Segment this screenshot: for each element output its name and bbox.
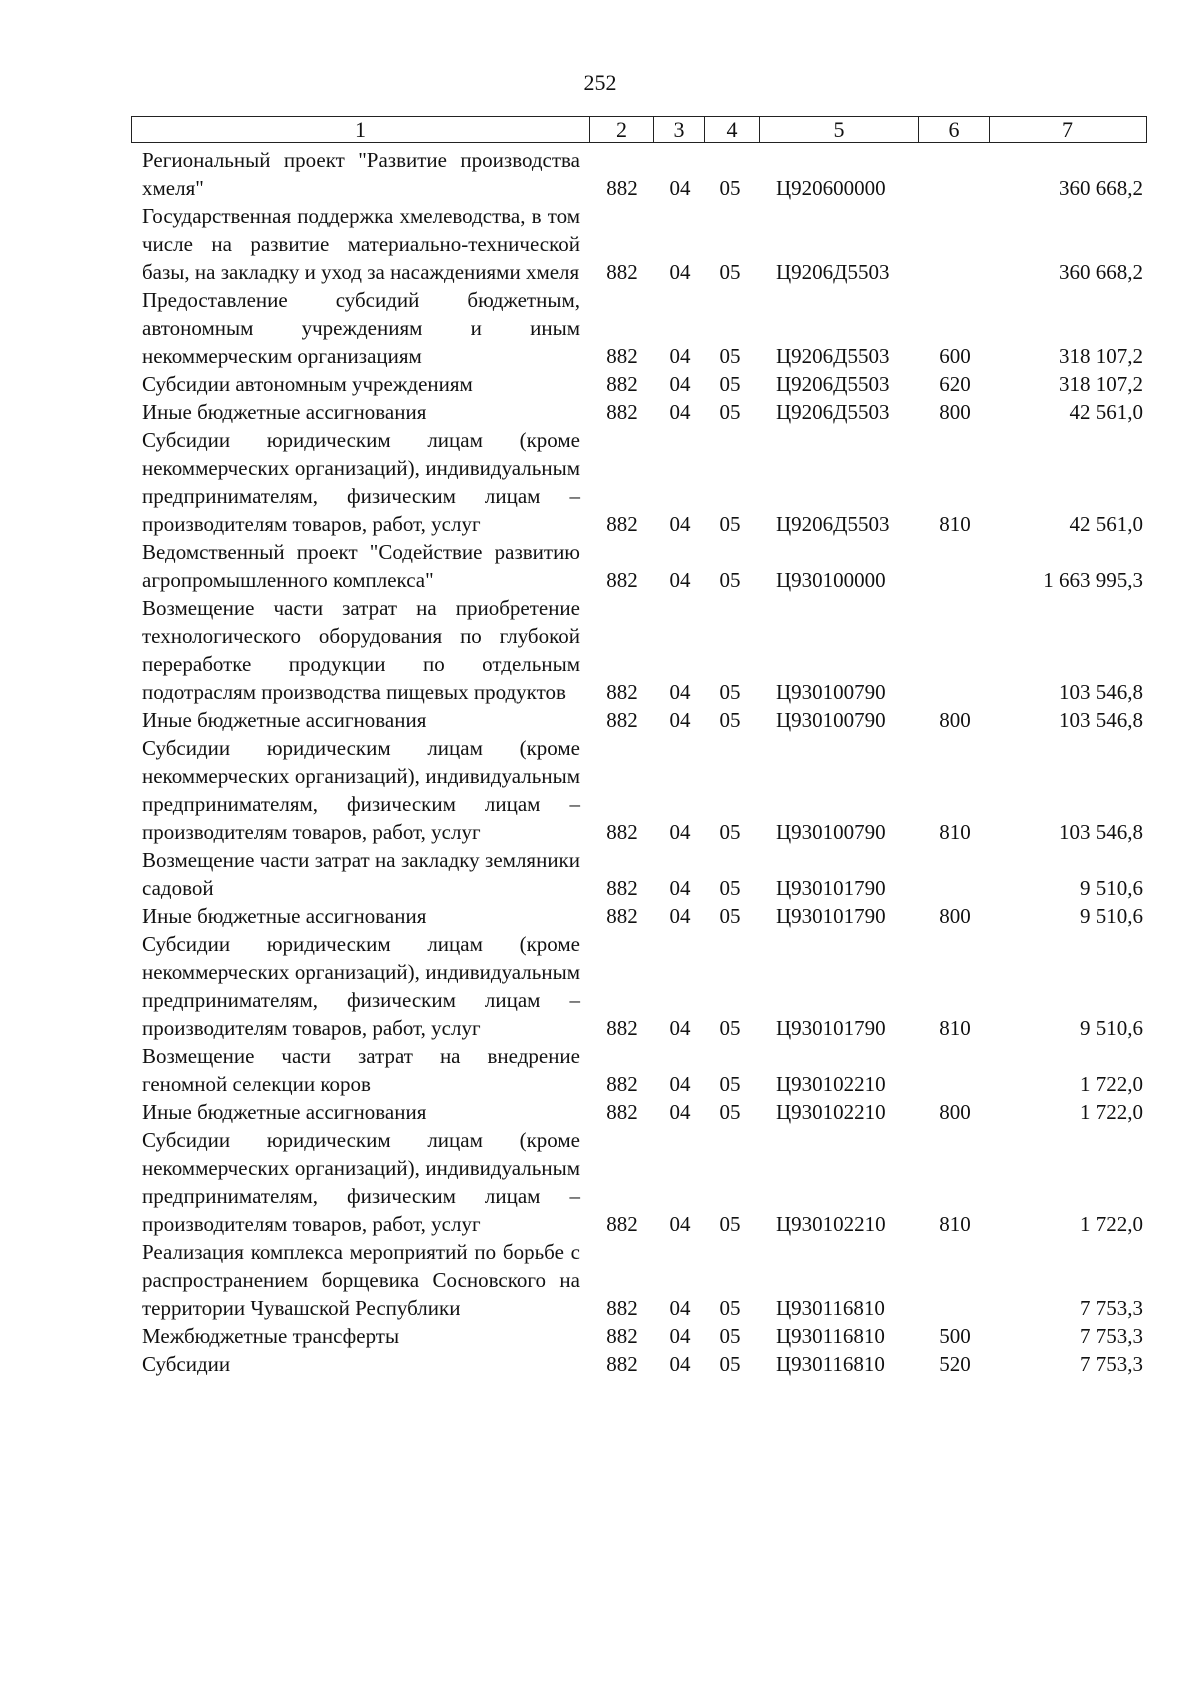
table-cell-target-article: Ц930100790	[776, 680, 886, 704]
table-cell-amount: 103 546,8	[1059, 708, 1143, 732]
table-cell-description: Государственная поддержка хмелеводства, в том числе на развитие материально-технической базы, на закладку и уход за насаждениями хмеля	[142, 204, 580, 284]
table-cell-amount: 7 753,3	[1080, 1324, 1143, 1348]
table-cell-section: 04	[669, 260, 691, 284]
table-cell-expense-type: 810	[939, 1212, 971, 1236]
table-cell-section: 04	[669, 1100, 691, 1124]
table-cell-grbs: 882	[606, 1016, 638, 1040]
table-cell-amount: 42 561,0	[1069, 512, 1143, 536]
table-cell-target-article: Ц930101790	[776, 904, 886, 928]
table-cell-description: Возмещение части затрат на закладку земляники садовой	[142, 848, 580, 900]
table-cell-amount: 1 663 995,3	[1043, 568, 1143, 592]
table-cell-expense-type: 810	[939, 512, 971, 536]
table-cell-section: 04	[669, 820, 691, 844]
table-cell-subsection: 05	[719, 568, 741, 592]
table-cell-target-article: Ц9206Д5503	[776, 512, 890, 536]
table-cell-description: Межбюджетные трансферты	[142, 1324, 400, 1348]
table-cell-subsection: 05	[719, 1296, 741, 1320]
table-cell-expense-type: 800	[939, 904, 971, 928]
table-row	[0, 538, 1200, 594]
table-cell-section: 04	[669, 512, 691, 536]
table-row	[0, 286, 1200, 370]
table-cell-section: 04	[669, 680, 691, 704]
table-cell-grbs: 882	[606, 176, 638, 200]
table-cell-grbs: 882	[606, 708, 638, 732]
table-cell-description: Возмещение части затрат на внедрение геномной селекции коров	[142, 1044, 580, 1096]
table-cell-expense-type: 500	[939, 1324, 971, 1348]
table-cell-expense-type: 520	[939, 1352, 971, 1376]
table-cell-expense-type: 800	[939, 708, 971, 732]
table-row	[0, 146, 1200, 202]
table-cell-target-article: Ц930102210	[776, 1212, 886, 1236]
table-cell-amount: 318 107,2	[1059, 372, 1143, 396]
header-col-6: 6	[919, 117, 990, 142]
table-cell-subsection: 05	[719, 876, 741, 900]
table-cell-grbs: 882	[606, 1352, 638, 1376]
table-cell-grbs: 882	[606, 820, 638, 844]
table-cell-amount: 7 753,3	[1080, 1296, 1143, 1320]
table-cell-target-article: Ц9206Д5503	[776, 260, 890, 284]
table-cell-target-article: Ц930100000	[776, 568, 886, 592]
table-cell-grbs: 882	[606, 372, 638, 396]
table-cell-amount: 1 722,0	[1080, 1072, 1143, 1096]
table-cell-amount: 360 668,2	[1059, 176, 1143, 200]
table-cell-subsection: 05	[719, 1016, 741, 1040]
table-cell-target-article: Ц930100790	[776, 820, 886, 844]
table-cell-section: 04	[669, 1212, 691, 1236]
table-cell-grbs: 882	[606, 512, 638, 536]
table-cell-target-article: Ц9206Д5503	[776, 400, 890, 424]
header-col-4: 4	[705, 117, 760, 142]
table-cell-target-article: Ц9206Д5503	[776, 344, 890, 368]
table-cell-section: 04	[669, 904, 691, 928]
table-cell-section: 04	[669, 400, 691, 424]
table-cell-amount: 360 668,2	[1059, 260, 1143, 284]
table-cell-subsection: 05	[719, 344, 741, 368]
table-cell-grbs: 882	[606, 1324, 638, 1348]
table-cell-amount: 103 546,8	[1059, 820, 1143, 844]
table-cell-amount: 42 561,0	[1069, 400, 1143, 424]
table-row	[0, 370, 1200, 398]
table-cell-description: Субсидии юридическим лицам (кроме некоммерческих организаций), индивидуальным предпринимателям, физическим лицам – производителям товаров, работ, услуг	[142, 736, 580, 844]
table-cell-target-article: Ц930100790	[776, 708, 886, 732]
table-cell-amount: 7 753,3	[1080, 1352, 1143, 1376]
table-header	[131, 116, 1147, 143]
table-cell-amount: 103 546,8	[1059, 680, 1143, 704]
table-cell-section: 04	[669, 708, 691, 732]
table-cell-amount: 1 722,0	[1080, 1100, 1143, 1124]
table-row	[0, 202, 1200, 286]
header-col-7: 7	[1062, 116, 1073, 142]
table-cell-target-article: Ц930102210	[776, 1100, 886, 1124]
table-row	[0, 706, 1200, 734]
table-cell-subsection: 05	[719, 1352, 741, 1376]
table-row	[0, 1322, 1200, 1350]
table-cell-subsection: 05	[719, 708, 741, 732]
table-cell-grbs: 882	[606, 568, 638, 592]
table-cell-expense-type: 800	[939, 1100, 971, 1124]
table-cell-description: Иные бюджетные ассигнования	[142, 904, 427, 928]
table-cell-description: Иные бюджетные ассигнования	[142, 400, 427, 424]
table-cell-section: 04	[669, 1016, 691, 1040]
table-cell-section: 04	[669, 876, 691, 900]
table-cell-target-article: Ц930102210	[776, 1072, 886, 1096]
table-cell-section: 04	[669, 176, 691, 200]
table-cell-grbs: 882	[606, 1296, 638, 1320]
table-cell-subsection: 05	[719, 260, 741, 284]
table-row	[0, 1350, 1200, 1378]
table-cell-description: Иные бюджетные ассигнования	[142, 708, 427, 732]
table-cell-subsection: 05	[719, 680, 741, 704]
table-cell-description: Предоставление субсидий бюджетным, автономным учреждениям и иным некоммерческим организациям	[142, 288, 580, 368]
table-cell-amount: 318 107,2	[1059, 344, 1143, 368]
table-cell-description: Ведомственный проект "Содействие развитию агропромышленного комплекса"	[142, 540, 580, 592]
table-cell-subsection: 05	[719, 1072, 741, 1096]
table-cell-section: 04	[669, 372, 691, 396]
table-cell-grbs: 882	[606, 1100, 638, 1124]
table-cell-section: 04	[669, 1072, 691, 1096]
table-cell-description: Субсидии юридическим лицам (кроме некоммерческих организаций), индивидуальным предпринимателям, физическим лицам – производителям товаров, работ, услуг	[142, 428, 580, 536]
header-col-3: 3	[654, 117, 705, 142]
table-cell-grbs: 882	[606, 1072, 638, 1096]
table-cell-target-article: Ц9206Д5503	[776, 372, 890, 396]
table-cell-grbs: 882	[606, 876, 638, 900]
table-cell-subsection: 05	[719, 372, 741, 396]
table-row	[0, 1042, 1200, 1098]
header-col-5: 5	[760, 117, 919, 142]
table-cell-section: 04	[669, 1352, 691, 1376]
header-col-1: 1	[132, 117, 590, 142]
table-cell-section: 04	[669, 1324, 691, 1348]
table-cell-grbs: 882	[606, 344, 638, 368]
table-cell-subsection: 05	[719, 1212, 741, 1236]
table-cell-grbs: 882	[606, 260, 638, 284]
table-cell-target-article: Ц930101790	[776, 1016, 886, 1040]
table-row	[0, 398, 1200, 426]
table-cell-target-article: Ц930116810	[776, 1296, 885, 1320]
table-cell-grbs: 882	[606, 904, 638, 928]
table-cell-subsection: 05	[719, 904, 741, 928]
table-row	[0, 846, 1200, 902]
table-cell-subsection: 05	[719, 176, 741, 200]
table-cell-amount: 9 510,6	[1080, 876, 1143, 900]
table-cell-description: Субсидии	[142, 1352, 231, 1376]
table-row	[0, 734, 1200, 846]
table-cell-description: Иные бюджетные ассигнования	[142, 1100, 427, 1124]
table-cell-amount: 9 510,6	[1080, 1016, 1143, 1040]
table-body	[0, 146, 1200, 1378]
table-cell-section: 04	[669, 568, 691, 592]
table-cell-expense-type: 620	[939, 372, 971, 396]
table-cell-subsection: 05	[719, 1100, 741, 1124]
table-row	[0, 1126, 1200, 1238]
table-cell-target-article: Ц920600000	[776, 176, 886, 200]
page-number: 252	[583, 70, 617, 95]
table-cell-subsection: 05	[719, 400, 741, 424]
table-cell-expense-type: 800	[939, 400, 971, 424]
header-col-2: 2	[590, 117, 654, 142]
table-cell-description: Региональный проект "Развитие производства хмеля"	[142, 148, 580, 200]
table-cell-target-article: Ц930116810	[776, 1352, 885, 1376]
table-cell-description: Возмещение части затрат на приобретение технологического оборудования по глубокой переработке продукции по отдельным подотраслям производства пищевых продуктов	[142, 596, 580, 704]
table-row	[0, 1238, 1200, 1322]
table-cell-description: Реализация комплекса мероприятий по борьбе с распространением борщевика Сосновского на территории Чувашской Республики	[142, 1240, 580, 1320]
table-cell-section: 04	[669, 344, 691, 368]
table-row	[0, 902, 1200, 930]
table-row	[0, 930, 1200, 1042]
table-cell-description: Субсидии автономным учреждениям	[142, 372, 473, 396]
table-cell-section: 04	[669, 1296, 691, 1320]
table-cell-subsection: 05	[719, 820, 741, 844]
table-cell-subsection: 05	[719, 512, 741, 536]
table-cell-grbs: 882	[606, 680, 638, 704]
table-cell-target-article: Ц930101790	[776, 876, 886, 900]
table-cell-grbs: 882	[606, 1212, 638, 1236]
table-cell-expense-type: 600	[939, 344, 971, 368]
table-cell-description: Субсидии юридическим лицам (кроме некоммерческих организаций), индивидуальным предпринимателям, физическим лицам – производителям товаров, работ, услуг	[142, 932, 580, 1040]
table-row	[0, 594, 1200, 706]
table-cell-expense-type: 810	[939, 1016, 971, 1040]
table-cell-expense-type: 810	[939, 820, 971, 844]
table-cell-amount: 9 510,6	[1080, 904, 1143, 928]
table-cell-description: Субсидии юридическим лицам (кроме некоммерческих организаций), индивидуальным предпринимателям, физическим лицам – производителям товаров, работ, услуг	[142, 1128, 580, 1236]
table-cell-grbs: 882	[606, 400, 638, 424]
table-cell-amount: 1 722,0	[1080, 1212, 1143, 1236]
table-cell-target-article: Ц930116810	[776, 1324, 885, 1348]
table-cell-subsection: 05	[719, 1324, 741, 1348]
table-row	[0, 1098, 1200, 1126]
table-row	[0, 426, 1200, 538]
